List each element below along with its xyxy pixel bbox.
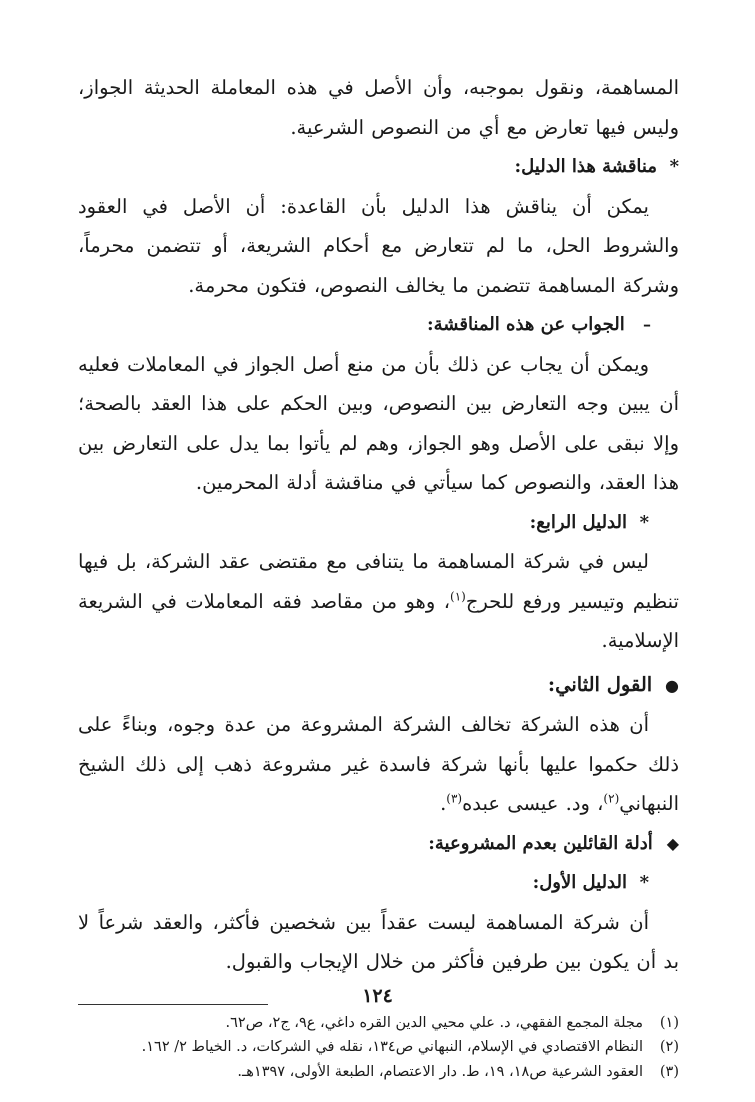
paragraph-second-opinion [78, 705, 679, 824]
footnote-text: العقود الشرعية ص١٨، ١٩، ط. دار الاعتصام، الطبعة الأولى، ١٣٩٧هـ. [237, 1063, 643, 1080]
heading-second-opinion-text: القول الثاني: [547, 672, 653, 696]
paragraph-second-opinion-part3: . [440, 792, 447, 815]
heading-answer-text: الجواب عن هذه المناقشة: [426, 314, 625, 335]
paragraph-answer: ويمكن أن يجاب عن ذلك بأن من منع أصل الجواز في المعاملات فعليه أن يبين وجه التعارض بين النصوص، وبين الحكم على هذا العقد بالصحة؛ وإلا نبقى على الأصل وهو الجواز، وهم لم يأتوا بما يدل على التعارض بين هذا العقد، والنصوص كما سيأتي في مناقشة أدلة المحرمين. [78, 352, 679, 494]
paragraph-fourth-evidence [78, 542, 679, 661]
footnote-text: مجلة المجمع الفقهي، د. علي محيي الدين القره داغي، ع٩، ج٢، ص٦٢. [225, 1014, 643, 1031]
footnote-item [78, 1011, 679, 1036]
heading-fourth-evidence [78, 503, 679, 543]
footnote-number: (٣) [659, 1063, 679, 1080]
footnote-ref-2: (٢) [603, 791, 620, 806]
paragraph-first-evidence: أن شركة المساهمة ليست عقداً بين شخصين فأكثر، والعقد شرعاً لا بد أن يكون بين طرفين فأكثر من خلال الإيجاب والقبول. [78, 910, 679, 973]
heading-discussion-text: مناقشة هذا الدليل: [514, 156, 657, 177]
page-number: ١٢٤ [362, 985, 393, 1007]
footnote-text: النظام الاقتصادي في الإسلام، النبهاني ص١٣٤، نقله في الشركات، د. الخياط ٢/ ١٦٢. [141, 1039, 643, 1055]
diamond-mark: ◆ [666, 833, 679, 853]
heading-second-opinion [78, 665, 679, 706]
footnote-item [78, 1035, 679, 1060]
footnote-ref-3: (٣) [446, 791, 463, 806]
heading-first-evidence [78, 863, 679, 903]
footnote-number: (٢) [659, 1039, 679, 1055]
paragraph-second-opinion-part2: ، ود. عيسى عبده [462, 792, 604, 815]
heading-opponents-evidence-text: أدلة القائلين بعدم المشروعية: [428, 832, 653, 854]
heading-discussion [78, 147, 679, 187]
footnote-number: (١) [659, 1014, 679, 1031]
dash-mark: – [643, 315, 651, 334]
heading-answer [78, 305, 679, 345]
star-mark: * [669, 156, 679, 177]
bullet-mark: ● [665, 675, 679, 695]
star-mark: * [639, 511, 649, 533]
footnotes [78, 1011, 679, 1085]
paragraph-fourth-evidence-part1: ليس في شركة المساهمة ما يتنافى مع مقتضى عقد الشركة، بل فيها تنظيم وتيسير ورفع للحرج [78, 550, 679, 613]
paragraph-second-opinion-part1: أن هذه الشركة تخالف الشركة المشروعة من عدة وجوه، وبناءً على ذلك حكموا عليها بأنها شركة فاسدة غير مشروعة ذهب إلى ذلك الشيخ النبهاني [78, 713, 679, 815]
paragraph-discussion: يمكن أن يناقش هذا الدليل بأن القاعدة: أن الأصل في العقود والشروط الحل، ما لم تتعارض مع أحكام الشريعة، أو تتضمن محرماً، وشركة المساهمة تتضمن ما يخالف النصوص، فتكون محرمة. [78, 194, 679, 297]
footnote-ref-1: (١) [450, 589, 466, 603]
paragraph-intro: المساهمة، ونقول بموجبه، وأن الأصل في هذه المعاملة الحديثة الجواز، وليس فيها تعارض مع أي من النصوص الشرعية. [78, 76, 679, 139]
heading-first-evidence-text: الدليل الأول: [532, 872, 627, 893]
heading-opponents-evidence [78, 824, 679, 864]
star-mark: * [639, 872, 649, 893]
heading-fourth-evidence-text: الدليل الرابع: [529, 511, 627, 533]
footnote-item [78, 1060, 679, 1085]
paragraph-fourth-evidence-part2: ، وهو من مقاصد فقه المعاملات في الشريعة الإسلامية. [78, 589, 679, 652]
